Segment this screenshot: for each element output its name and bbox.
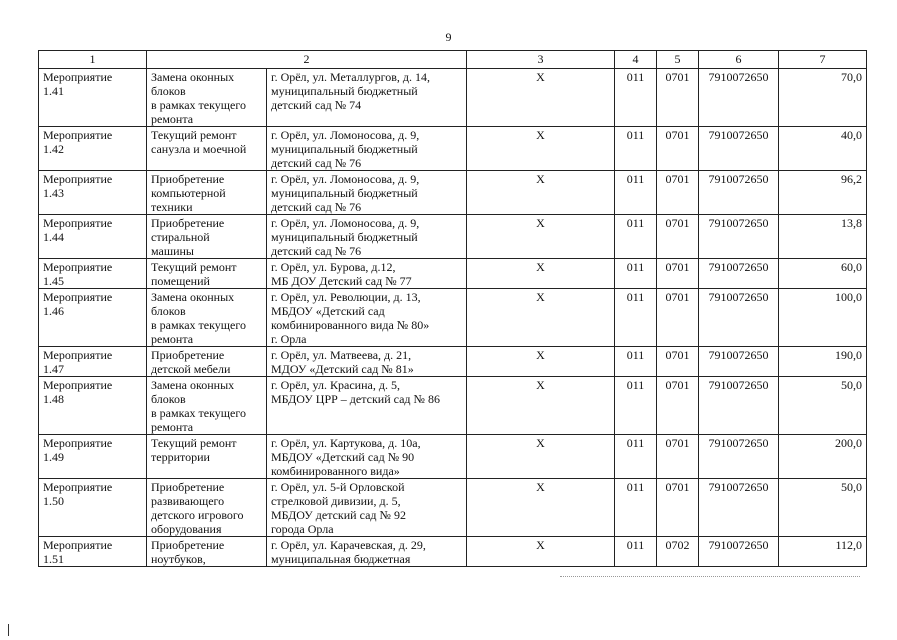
col3-cell: Х: [467, 171, 615, 215]
scan-artifact: [560, 576, 860, 579]
work-description-cell: Замена оконных блоков в рамках текущего ремонта: [147, 69, 267, 127]
col4-cell: 011: [615, 435, 657, 479]
col3-cell: Х: [467, 289, 615, 347]
col4-cell: 011: [615, 69, 657, 127]
col6-cell: 7910072650: [699, 215, 779, 259]
address-cell: г. Орёл, ул. Ломоносова, д. 9, муниципальный бюджетный детский сад № 76: [267, 215, 467, 259]
event-id-cell: Мероприятие 1.48: [39, 377, 147, 435]
address-cell: г. Орёл, ул. Бурова, д.12, МБ ДОУ Детский сад № 77: [267, 259, 467, 289]
col4-cell: 011: [615, 479, 657, 537]
col4-cell: 011: [615, 289, 657, 347]
table-row: [39, 215, 867, 259]
event-id-cell: Мероприятие 1.50: [39, 479, 147, 537]
col5-cell: 0702: [657, 537, 699, 567]
col6-cell: 7910072650: [699, 377, 779, 435]
header-cell-7: 7: [779, 51, 867, 69]
header-cell-4: 4: [615, 51, 657, 69]
table-row: [39, 347, 867, 377]
address-cell: г. Орёл, ул. Металлургов, д. 14, муниципальный бюджетный детский сад № 74: [267, 69, 467, 127]
amount-cell: 50,0: [779, 377, 867, 435]
col5-cell: 0701: [657, 377, 699, 435]
address-cell: г. Орёл, ул. 5-й Орловской стрелковой дивизии, д. 5, МБДОУ детский сад № 92 города Орла: [267, 479, 467, 537]
col3-cell: Х: [467, 127, 615, 171]
amount-cell: 100,0: [779, 289, 867, 347]
amount-cell: 40,0: [779, 127, 867, 171]
table-row: [39, 435, 867, 479]
col5-cell: 0701: [657, 215, 699, 259]
col3-cell: Х: [467, 537, 615, 567]
col6-cell: 7910072650: [699, 435, 779, 479]
event-id-cell: Мероприятие 1.49: [39, 435, 147, 479]
header-cell-5: 5: [657, 51, 699, 69]
col5-cell: 0701: [657, 259, 699, 289]
amount-cell: 96,2: [779, 171, 867, 215]
address-cell: г. Орёл, ул. Ломоносова, д. 9, муниципальный бюджетный детский сад № 76: [267, 127, 467, 171]
col3-cell: Х: [467, 435, 615, 479]
col4-cell: 011: [615, 171, 657, 215]
address-cell: г. Орёл, ул. Революции, д. 13, МБДОУ «Детский сад комбинированного вида № 80» г. Орла: [267, 289, 467, 347]
col3-cell: Х: [467, 347, 615, 377]
event-id-cell: Мероприятие 1.46: [39, 289, 147, 347]
work-description-cell: Текущий ремонт помещений: [147, 259, 267, 289]
page-number: 9: [445, 30, 452, 44]
work-description-cell: Приобретение ноутбуков,: [147, 537, 267, 567]
col6-cell: 7910072650: [699, 347, 779, 377]
work-description-cell: Текущий ремонт территории: [147, 435, 267, 479]
header-cell-6: 6: [699, 51, 779, 69]
col3-cell: Х: [467, 259, 615, 289]
col5-cell: 0701: [657, 171, 699, 215]
header-cell-1: 1: [39, 51, 147, 69]
amount-cell: 70,0: [779, 69, 867, 127]
table-row: [39, 171, 867, 215]
event-id-cell: Мероприятие 1.47: [39, 347, 147, 377]
event-id-cell: Мероприятие 1.41: [39, 69, 147, 127]
col3-cell: Х: [467, 377, 615, 435]
table-row: [39, 377, 867, 435]
amount-cell: 190,0: [779, 347, 867, 377]
scan-artifact-mark: [8, 624, 9, 636]
col6-cell: 7910072650: [699, 127, 779, 171]
address-cell: г. Орёл, ул. Красина, д. 5, МБДОУ ЦРР – детский сад № 86: [267, 377, 467, 435]
event-id-cell: Мероприятие 1.51: [39, 537, 147, 567]
budget-table: [38, 50, 867, 567]
event-id-cell: Мероприятие 1.42: [39, 127, 147, 171]
header-cell-2: 2: [147, 51, 467, 69]
address-cell: г. Орёл, ул. Карачевская, д. 29, муниципальная бюджетная: [267, 537, 467, 567]
col5-cell: 0701: [657, 435, 699, 479]
amount-cell: 60,0: [779, 259, 867, 289]
amount-cell: 112,0: [779, 537, 867, 567]
address-cell: г. Орёл, ул. Картукова, д. 10а, МБДОУ «Детский сад № 90 комбинированного вида»: [267, 435, 467, 479]
amount-cell: 13,8: [779, 215, 867, 259]
col5-cell: 0701: [657, 479, 699, 537]
col6-cell: 7910072650: [699, 479, 779, 537]
col4-cell: 011: [615, 127, 657, 171]
table-row: [39, 537, 867, 567]
work-description-cell: Приобретение развивающего детского игрового оборудования: [147, 479, 267, 537]
address-cell: г. Орёл, ул. Матвеева, д. 21, МДОУ «Детский сад № 81»: [267, 347, 467, 377]
col4-cell: 011: [615, 215, 657, 259]
address-cell: г. Орёл, ул. Ломоносова, д. 9, муниципальный бюджетный детский сад № 76: [267, 171, 467, 215]
table-body: [39, 51, 867, 567]
col6-cell: 7910072650: [699, 171, 779, 215]
col4-cell: 011: [615, 377, 657, 435]
col5-cell: 0701: [657, 347, 699, 377]
col4-cell: 011: [615, 537, 657, 567]
table-row: [39, 479, 867, 537]
table-row: [39, 69, 867, 127]
event-id-cell: Мероприятие 1.45: [39, 259, 147, 289]
col6-cell: 7910072650: [699, 259, 779, 289]
table-row: [39, 259, 867, 289]
col6-cell: 7910072650: [699, 289, 779, 347]
work-description-cell: Текущий ремонт санузла и моечной: [147, 127, 267, 171]
col5-cell: 0701: [657, 127, 699, 171]
col3-cell: Х: [467, 215, 615, 259]
col3-cell: Х: [467, 479, 615, 537]
header-row: [39, 51, 867, 69]
amount-cell: 200,0: [779, 435, 867, 479]
table-row: [39, 289, 867, 347]
work-description-cell: Приобретение компьютерной техники: [147, 171, 267, 215]
col4-cell: 011: [615, 347, 657, 377]
event-id-cell: Мероприятие 1.43: [39, 171, 147, 215]
header-cell-3: 3: [467, 51, 615, 69]
work-description-cell: Приобретение стиральной машины: [147, 215, 267, 259]
col3-cell: Х: [467, 69, 615, 127]
col5-cell: 0701: [657, 69, 699, 127]
work-description-cell: Приобретение детской мебели: [147, 347, 267, 377]
event-id-cell: Мероприятие 1.44: [39, 215, 147, 259]
work-description-cell: Замена оконных блоков в рамках текущего ремонта: [147, 377, 267, 435]
col4-cell: 011: [615, 259, 657, 289]
col5-cell: 0701: [657, 289, 699, 347]
col6-cell: 7910072650: [699, 69, 779, 127]
table-row: [39, 127, 867, 171]
amount-cell: 50,0: [779, 479, 867, 537]
work-description-cell: Замена оконных блоков в рамках текущего ремонта: [147, 289, 267, 347]
col6-cell: 7910072650: [699, 537, 779, 567]
